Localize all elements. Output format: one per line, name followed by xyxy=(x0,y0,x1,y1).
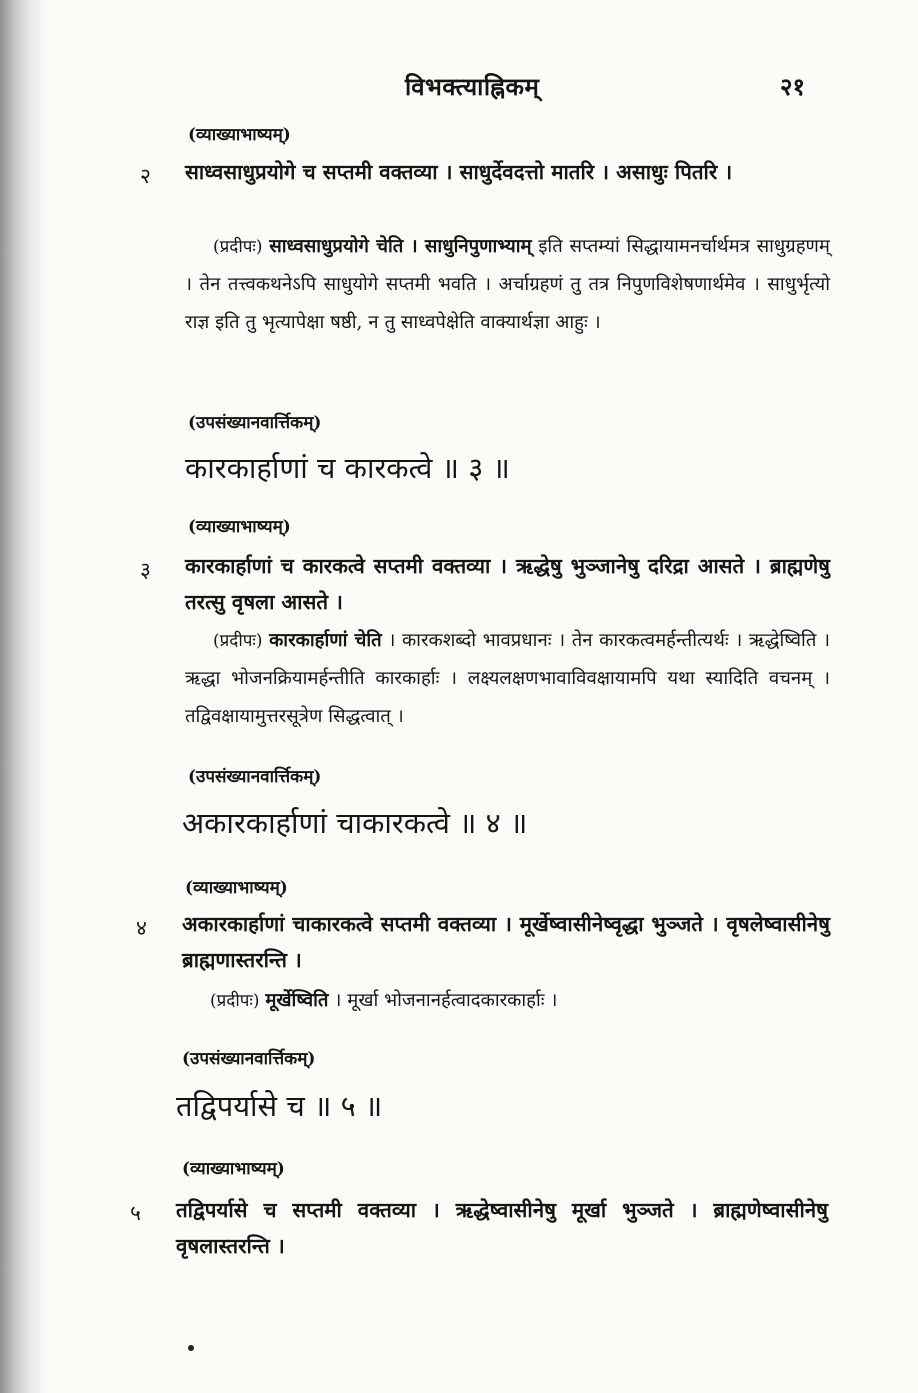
vartika-sutra: तद्विपर्यासे च ॥ ५ ॥ xyxy=(176,1089,383,1123)
section-label: (व्याख्याभाष्यम्) xyxy=(182,1159,285,1179)
commentary-body: इति सप्तम्यां सिद्धायामनर्चार्थमत्र साधुग्रहणम् । तेन तत्त्वकथनेऽपि साधुयोगे सप्तमी भवति । अर्चाग्रहणं तु तत्र निपुणविशेषणार्थमेव । साधुर्भृत्यो राज्ञ इति तु भृत्यापेक्षा षष्ठी, न तु साध्वपेक्षेति वाक्यार्थज्ञा आहुः । xyxy=(185,236,830,333)
section-label: (उपसंख्यानवार्त्तिकम्) xyxy=(188,767,322,787)
vartika-sutra: अकारकार्हाणां चाकारकत्वे ॥ ४ ॥ xyxy=(182,806,528,840)
commentary-head: मूर्खेष्विति xyxy=(265,990,329,1011)
pradipa-commentary xyxy=(185,228,830,342)
running-title: विभक्त्याह्निकम् xyxy=(405,72,540,101)
commentary-tag: (प्रदीपः) xyxy=(213,631,263,651)
paragraph-number: ३ xyxy=(140,558,151,582)
vartika-sutra: कारकार्हाणां च कारकत्वे ॥ ३ ॥ xyxy=(185,451,510,485)
bhashya-text: कारकार्हाणां च कारकत्वे सप्तमी वक्तव्या । ऋद्धेषु भुञ्जानेषु दरिद्रा आसते । ब्राह्मणेषु तरत्सु वृषला आसते । xyxy=(185,554,830,614)
section-label: (व्याख्याभाष्यम्) xyxy=(188,125,291,145)
paragraph-number: २ xyxy=(140,164,151,188)
commentary-tag: (प्रदीपः) xyxy=(210,991,260,1011)
section-label: (व्याख्याभाष्यम्) xyxy=(188,517,291,537)
commentary-body: । मूर्खा भोजनानर्हत्वादकारकार्हाः । xyxy=(334,990,558,1011)
commentary-body: । कारकशब्दो भावप्रधानः । तेन कारकत्वमर्हन्तीत्यर्थः । ऋद्धेष्विति । ऋद्धा भोजनक्रियामर्हन्तीति कारकार्हाः । लक्ष्यलक्षणभावाविवक्षायामपि यथा स्यादिति वचनम् । तद्विवक्षायामुत्तरसूत्रेण सिद्धत्वात् । xyxy=(185,630,831,727)
bhashya-text: तद्विपर्यासे च सप्तमी वक्तव्या । ऋद्धेष्वासीनेषु मूर्खा भुञ्जते । ब्राह्मणेष्वासीनेषु वृषलास्तरन्ति । xyxy=(176,1198,828,1258)
commentary-head: कारकार्हाणां चेति xyxy=(269,630,382,651)
section-label: (उपसंख्यानवार्त्तिकम्) xyxy=(188,413,322,433)
bhashya-text: अकारकार्हाणां चाकारकत्वे सप्तमी वक्तव्या । मूर्खेष्वासीनेष्वृद्धा भुञ्जते । वृषलेष्वासीनेषु ब्राह्मणास्तरन्ति । xyxy=(182,912,830,972)
ink-speck xyxy=(188,1345,194,1351)
section-label: (उपसंख्यानवार्त्तिकम्) xyxy=(182,1049,316,1069)
commentary-tag: (प्रदीपः) xyxy=(213,237,263,257)
paragraph-number: ४ xyxy=(136,916,147,940)
section-label: (व्याख्याभाष्यम्) xyxy=(185,878,288,898)
page-number: २१ xyxy=(780,72,805,101)
commentary-head: साध्वसाधुप्रयोगे चेति । साधुनिपुणाभ्याम् xyxy=(269,236,532,257)
bhashya-text: साध्वसाधुप्रयोगे च सप्तमी वक्तव्या । साधुर्देवदत्तो मातरि । असाधुः पितरि । xyxy=(185,160,733,184)
paragraph-number: ५ xyxy=(130,1201,141,1225)
pradipa-commentary xyxy=(182,982,830,1020)
pradipa-commentary xyxy=(185,622,830,736)
